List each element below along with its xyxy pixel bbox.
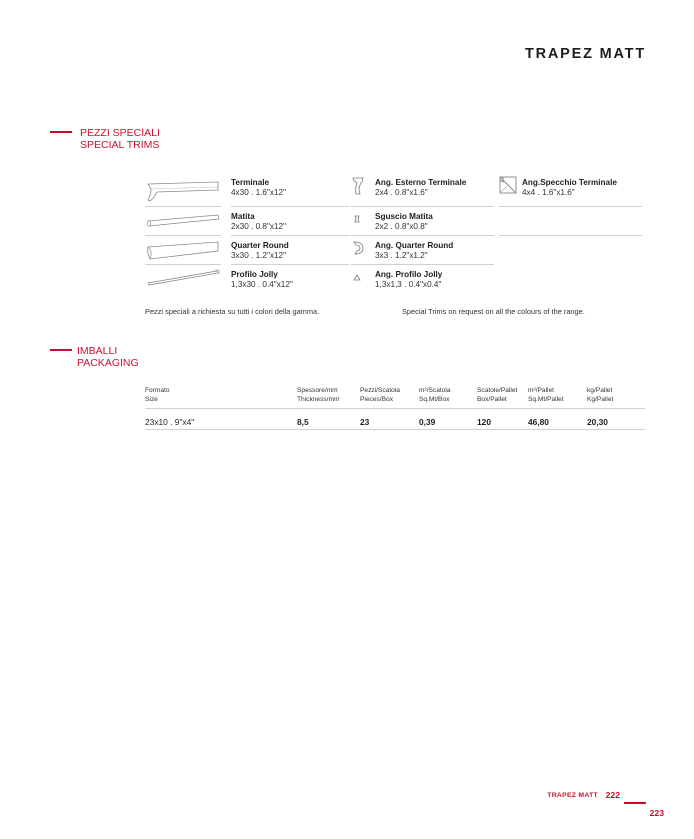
page-number-right: 223 <box>649 808 664 818</box>
row-divider <box>145 235 221 236</box>
terminale-trim-icon <box>145 180 221 204</box>
trim-size: 3x3 . 1.2"x1.2" <box>375 251 428 260</box>
column-header-sqmt-pallet <box>528 387 564 404</box>
footer-label: TRAPEZ MATT <box>547 792 598 799</box>
trim-name: Matita <box>231 212 255 221</box>
trim-name: Quarter Round <box>231 241 289 250</box>
trim-size: 4x30 . 1.6"x12" <box>231 188 286 197</box>
quarter-round-icon <box>145 239 221 263</box>
trim-size: 1,3x30 . 0.4"x12" <box>231 280 293 289</box>
column-header-pieces-box <box>360 387 400 404</box>
row-divider <box>145 206 221 207</box>
cell-sqmt-box: 0,39 <box>419 417 436 427</box>
column-header-en: Sq.Mt/Box <box>419 395 450 403</box>
section-title-it: PEZZI SPECIALI <box>80 127 160 139</box>
column-header-en: Kg/Pallet <box>587 395 614 403</box>
trim-size: 1,3x1,3 . 0.4"x0.4" <box>375 280 442 289</box>
cell-thickness: 8,5 <box>297 417 309 427</box>
row-divider <box>499 235 642 236</box>
column-header-kg-pallet <box>587 387 613 404</box>
section-title-packaging <box>77 345 139 369</box>
column-header-en: Sq.Mt/Pallet <box>528 395 564 403</box>
column-header-thickness <box>297 387 340 404</box>
section-title-en: PACKAGING <box>77 357 139 369</box>
column-header-it: Pezzi/Scatola <box>360 387 400 394</box>
matita-trim-icon <box>145 211 221 229</box>
column-header-en: Pieces/Box <box>360 395 393 403</box>
cell-kg-pallet: 20,30 <box>587 417 608 427</box>
column-header-it: Spessore/mm <box>297 387 338 394</box>
page-title: TRAPEZ MATT <box>524 46 646 62</box>
section-title-en: SPECIAL TRIMS <box>80 139 160 151</box>
footer-marker <box>624 802 646 804</box>
cell-box-pallet: 120 <box>477 417 491 427</box>
page-number-left: 222 <box>605 790 620 800</box>
trim-name: Terminale <box>231 178 270 187</box>
profilo-jolly-icon <box>145 268 221 288</box>
row-divider <box>351 264 494 265</box>
row-divider <box>231 235 349 236</box>
table-header-divider <box>145 408 645 409</box>
section-title-it: IMBALLI <box>77 345 118 357</box>
column-header-size <box>145 387 170 404</box>
trim-size: 2x30 . 0.8"x12" <box>231 222 286 231</box>
cell-size: 23x10 . 9"x4" <box>145 417 195 427</box>
trim-size: 2x4 . 0.8"x1.6" <box>375 188 428 197</box>
column-header-en: Size <box>145 395 158 403</box>
trim-name: Ang.Specchio Terminale <box>522 178 617 187</box>
column-header-box-pallet <box>477 387 517 404</box>
ang-quarter-round-icon <box>352 240 366 256</box>
trim-size: 2x2 . 0.8"x0.8" <box>375 222 428 231</box>
row-divider <box>231 206 349 207</box>
trim-size: 4x4 . 1.6"x1.6" <box>522 188 575 197</box>
column-header-it: Scatole/Pallet <box>477 387 518 394</box>
section-title-special-trims <box>80 127 160 151</box>
section-marker <box>50 131 72 133</box>
row-divider <box>351 206 494 207</box>
column-header-sqmt-box <box>419 387 451 404</box>
note-en: Special Trims on request on all the colours of the range. <box>402 307 585 316</box>
trim-name: Ang. Quarter Round <box>375 241 454 250</box>
row-divider <box>231 264 349 265</box>
row-divider <box>145 264 221 265</box>
trim-size: 3x30 . 1.2"x12" <box>231 251 286 260</box>
cell-pieces-box: 23 <box>360 417 370 427</box>
section-marker <box>50 349 72 351</box>
sguscio-matita-icon <box>353 214 361 224</box>
column-header-en: Thickness/mm <box>297 395 340 403</box>
row-divider <box>499 206 642 207</box>
column-header-it: m²/Scatola <box>419 387 451 394</box>
row-divider <box>351 235 494 236</box>
trim-name: Ang. Esterno Terminale <box>375 178 467 187</box>
ang-esterno-terminale-icon <box>351 176 365 196</box>
column-header-en: Box/Pallet <box>477 395 507 403</box>
note-it: Pezzi speciali a richiesta su tutti i colori della gamma. <box>145 307 320 316</box>
table-bottom-divider <box>145 429 645 430</box>
trim-name: Profilo Jolly <box>231 270 278 279</box>
column-header-it: m²/Pallet <box>528 387 555 394</box>
ang-specchio-terminale-icon <box>499 176 517 194</box>
cell-sqmt-pallet: 46,80 <box>528 417 549 427</box>
ang-profilo-jolly-icon <box>353 274 361 282</box>
column-header-it: kg/Pallet <box>587 387 613 394</box>
trim-name: Ang. Profilo Jolly <box>375 270 443 279</box>
trim-name: Sguscio Matita <box>375 212 433 221</box>
column-header-it: Formato <box>145 387 170 394</box>
